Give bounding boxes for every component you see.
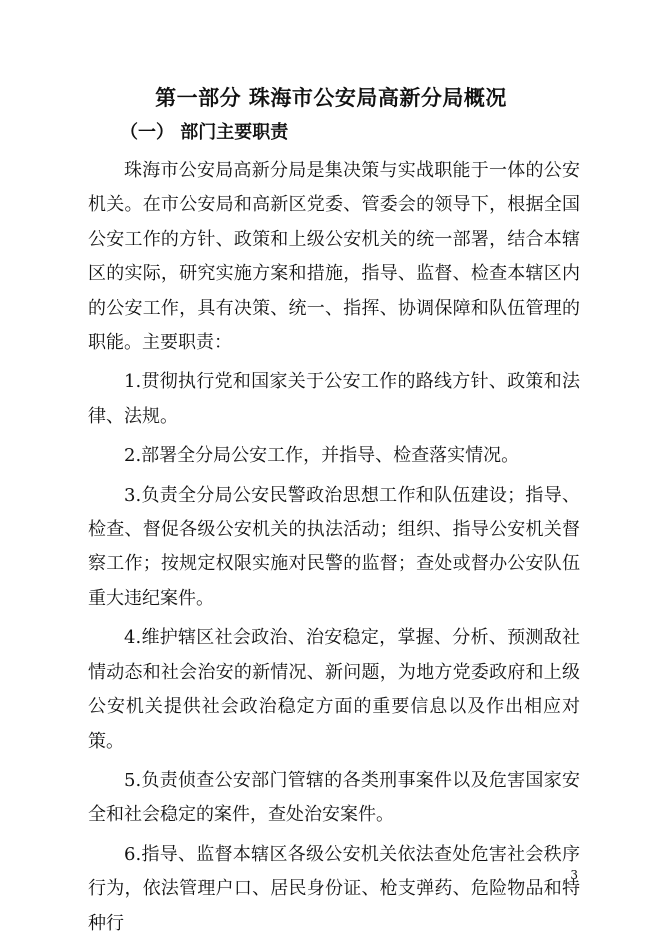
document-body	[88, 154, 580, 941]
section-heading: （一） 部门主要职责	[120, 122, 289, 143]
duty-item-6: 6.指导、监督本辖区各级公安机关依法查处危害社会秩序行为，依法管理户口、居民身份证、枪支弹药、危险物品和特种行	[88, 843, 580, 934]
page-title: 第一部分 珠海市公安局高新分局概况	[155, 86, 507, 110]
duty-item-1: 1.贯彻执行党和国家关于公安工作的路线方针、政策和法律、法规。	[88, 371, 580, 427]
duty-item-3: 3.负责全分局公安民警政治思想工作和队伍建设；指导、检查、督促各级公安机关的执法活动；组织、指导公安机关督察工作；按规定权限实施对民警的监督；查处或督办公安队伍重大违纪案件。	[88, 484, 580, 609]
page-number: 3	[570, 868, 578, 882]
duty-item-4: 4.维护辖区社会政治、治安稳定，掌握、分析、预测敌社情动态和社会治安的新情况、新问题，为地方党委政府和上级公安机关提供社会政治稳定方面的重要信息以及作出相应对策。	[88, 627, 580, 752]
duty-item-2: 2.部署全分局公安工作，并指导、检查落实情况。	[124, 445, 520, 467]
intro-paragraph: 珠海市公安局高新分局是集决策与实战职能于一体的公安机关。在市公安局和高新区党委、管委会的领导下，根据全国公安工作的方针、政策和上级公安机关的统一部署，结合本辖区的实际，研究实施方案和措施，指导、监督、检查本辖区内的公安工作，具有决策、统一、指挥、协调保障和队伍管理的职能。主要职责：	[88, 160, 580, 354]
duty-item-5: 5.负责侦查公安部门管辖的各类刑事案件以及危害国家安全和社会稳定的案件，查处治安案件。	[88, 769, 580, 826]
